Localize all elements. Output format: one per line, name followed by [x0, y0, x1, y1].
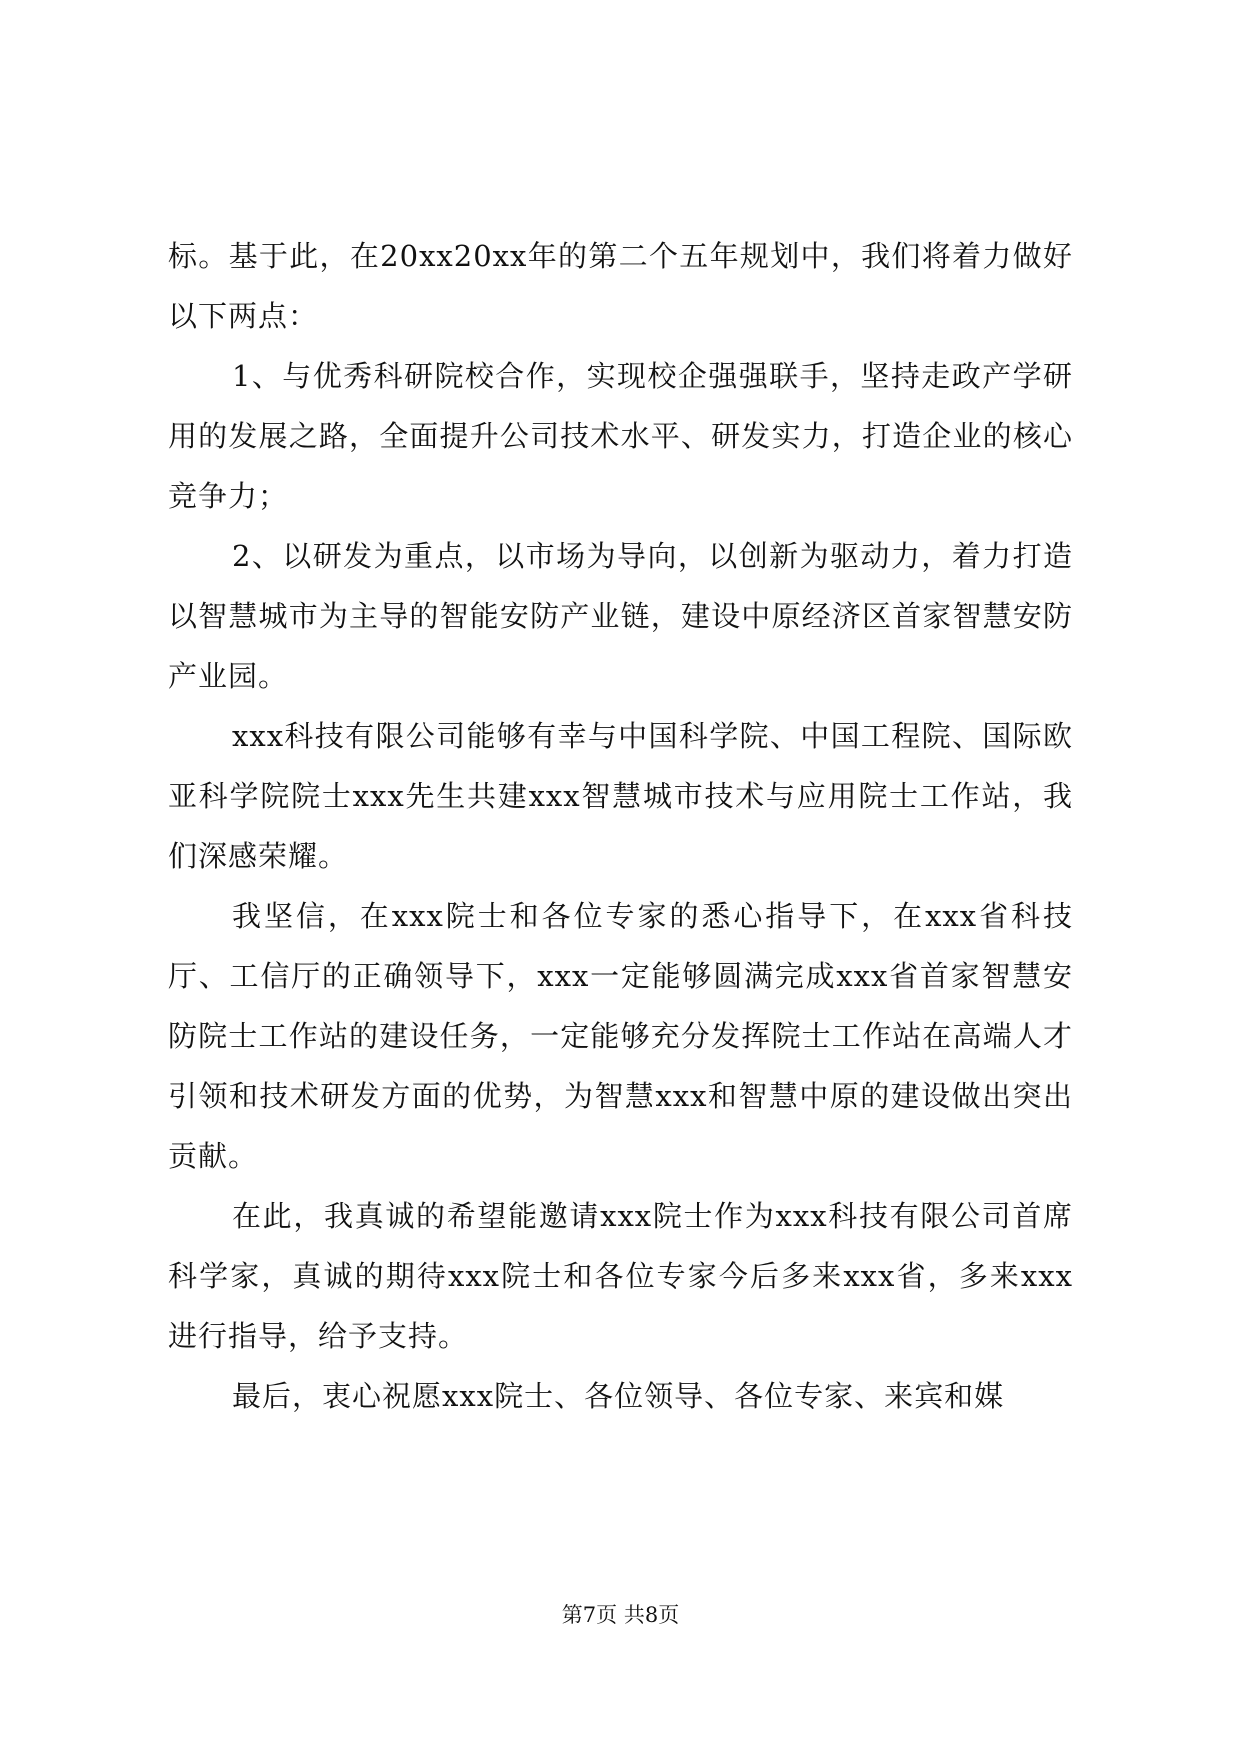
paragraph-invitation: 在此，我真诚的希望能邀请xxx院士作为xxx科技有限公司首席科学家，真诚的期待xxx院士和各位专家今后多来xxx省，多来xxx进行指导，给予支持。: [168, 1199, 1073, 1353]
paragraph-continuation: 标。基于此，在20xx20xx年的第二个五年规划中，我们将着力做好以下两点：: [168, 239, 1073, 333]
paragraph-workstation: xxx科技有限公司能够有幸与中国科学院、中国工程院、国际欧亚科学院院士xxx先生共建xxx智慧城市技术与应用院士工作站，我们深感荣耀。: [168, 719, 1073, 873]
paragraph-closing: 最后，衷心祝愿xxx院士、各位领导、各位专家、来宾和媒: [232, 1379, 1005, 1413]
paragraph-item-1: 1、与优秀科研院校合作，实现校企强强联手，坚持走政产学研用的发展之路，全面提升公司技术水平、研发实力，打造企业的核心竞争力；: [168, 359, 1073, 513]
page-number-footer: 第7页 共8页: [561, 1603, 680, 1627]
paragraph-item-2: 2、以研发为重点，以市场为导向，以创新为驱动力，着力打造以智慧城市为主导的智能安防产业链，建设中原经济区首家智慧安防产业园。: [168, 539, 1073, 693]
document-body: [168, 226, 1073, 1426]
paragraph-belief: 我坚信，在xxx院士和各位专家的悉心指导下，在xxx省科技厅、工信厅的正确领导下，xxx一定能够圆满完成xxx省首家智慧安防院士工作站的建设任务，一定能够充分发挥院士工作站在高端人才引领和技术研发方面的优势，为智慧xxx和智慧中原的建设做出突出贡献。: [168, 899, 1073, 1173]
